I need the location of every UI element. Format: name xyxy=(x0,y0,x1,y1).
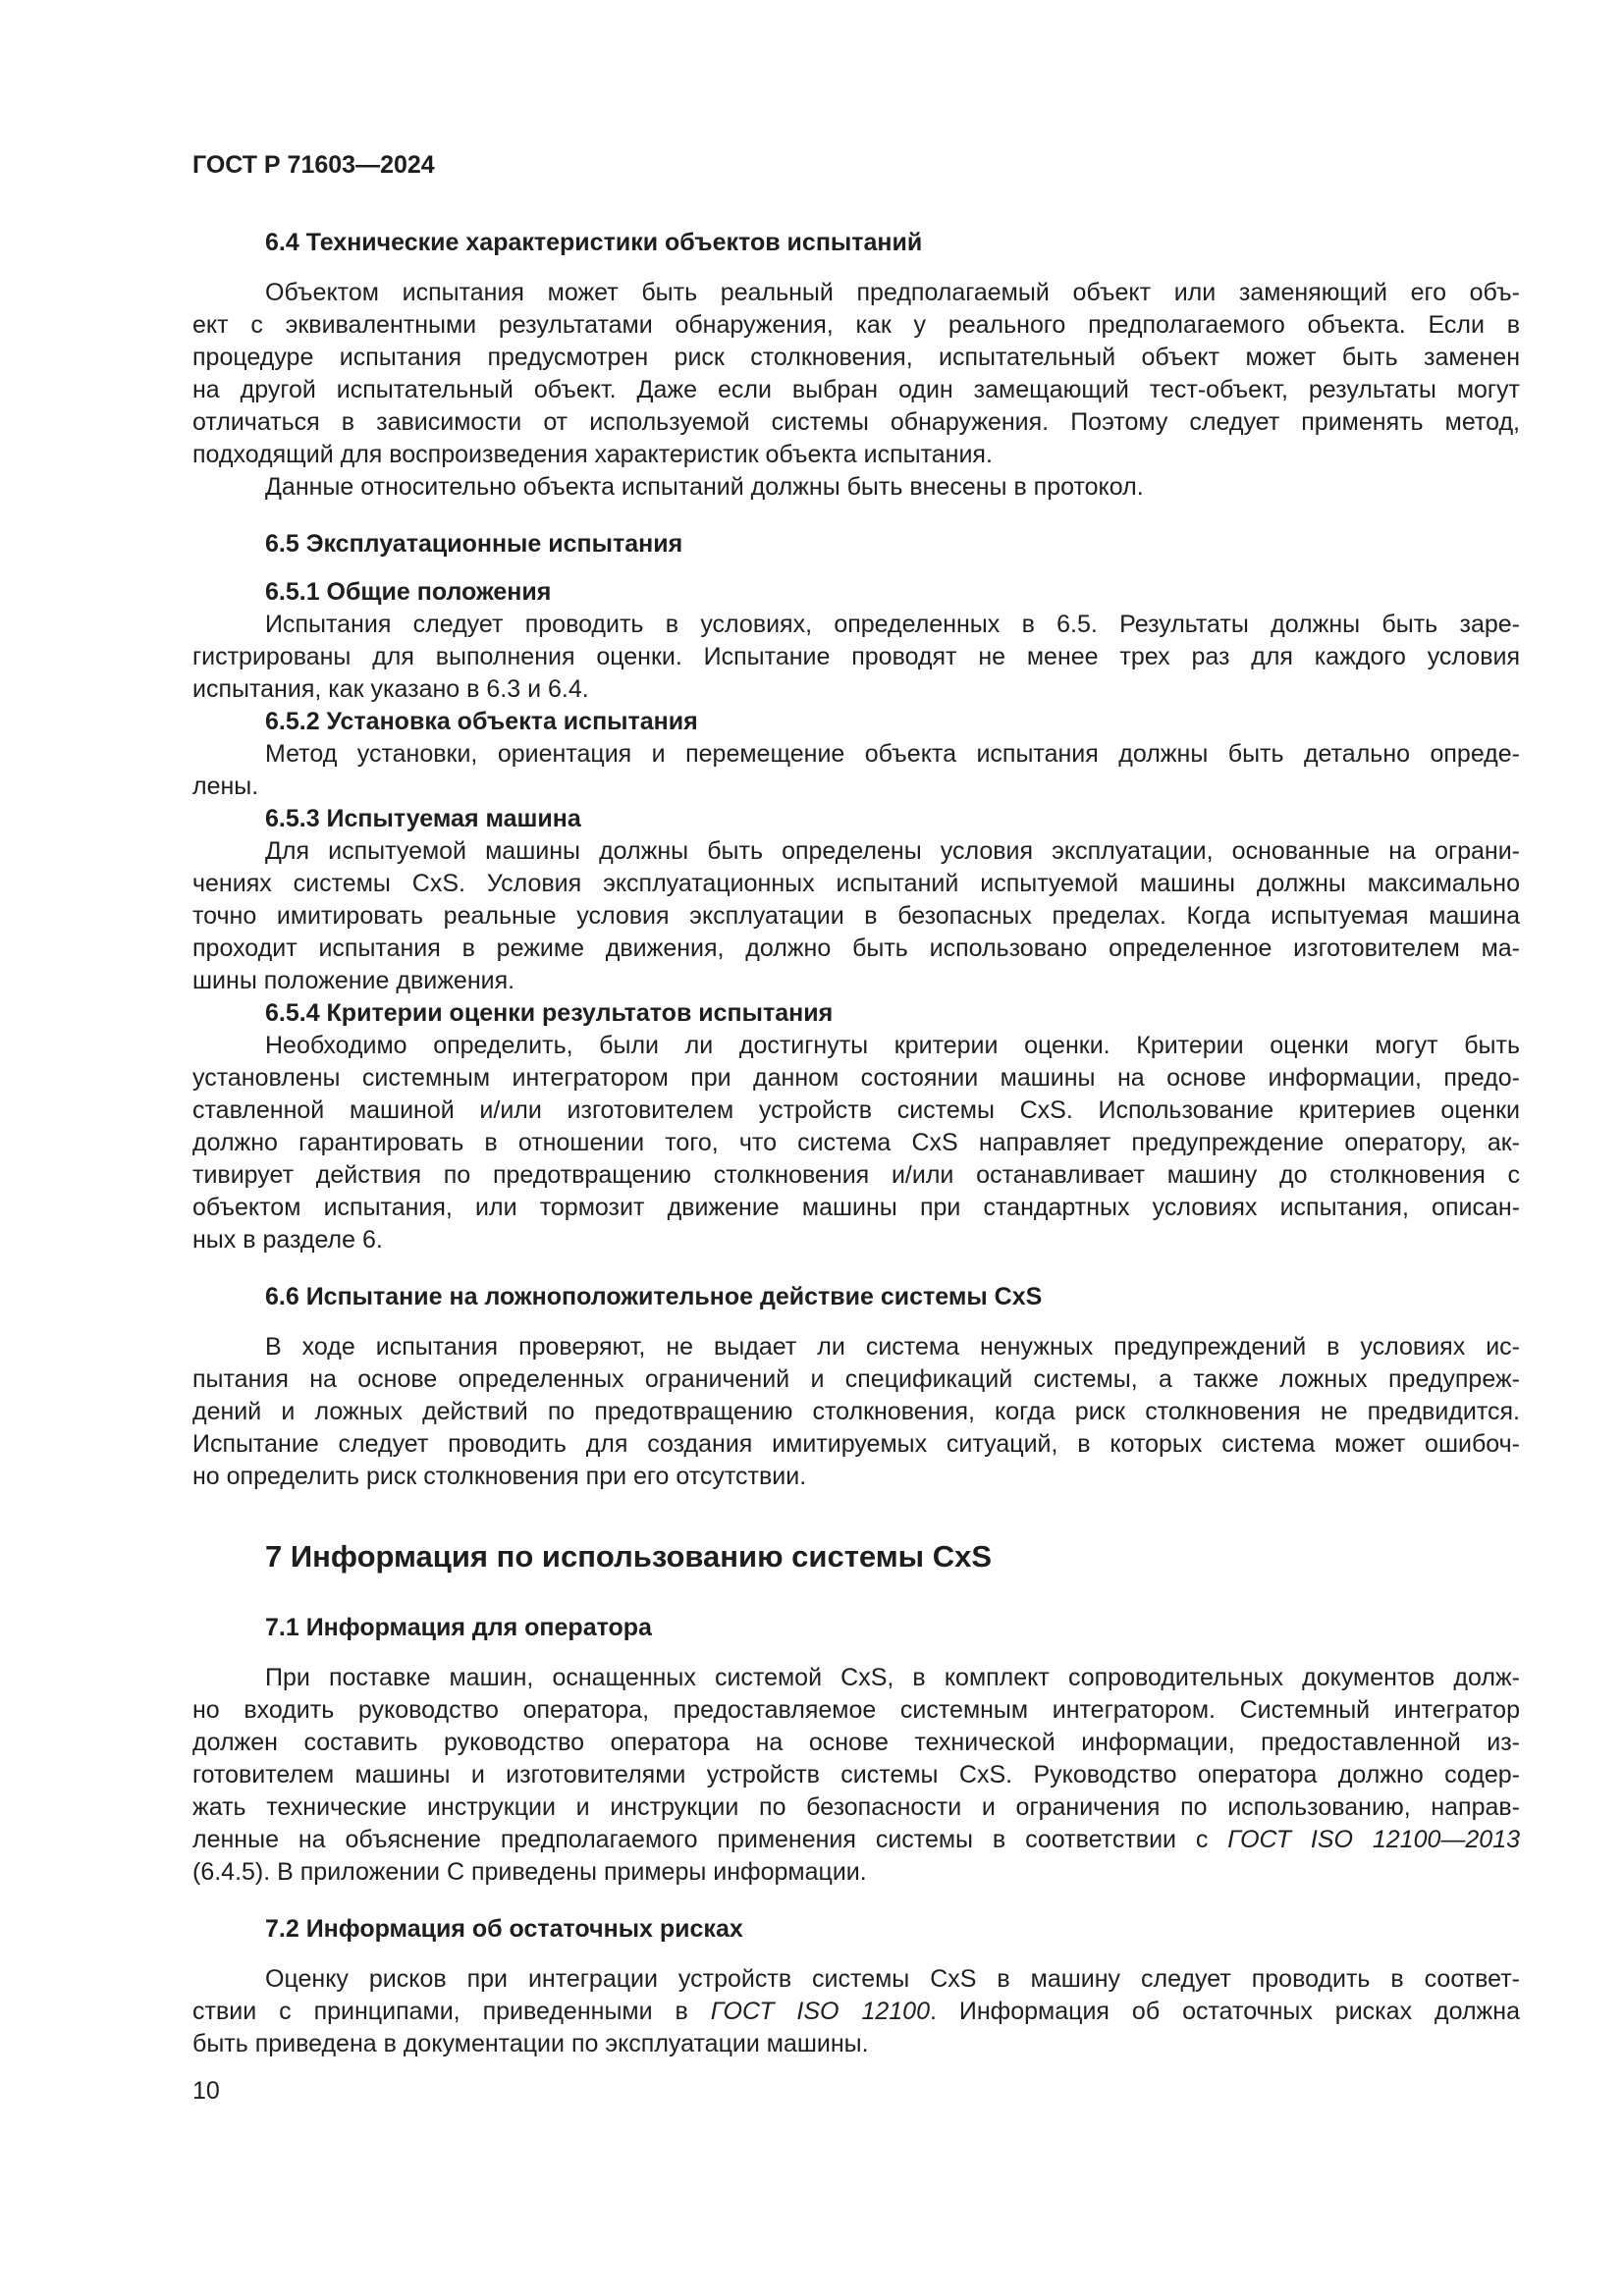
subsection-heading: 6.4 Технические характеристики объектов испытаний xyxy=(265,229,923,256)
document-header: ГОСТ Р 71603—2024 xyxy=(192,151,435,179)
text-line: Данные относительно объекта испытаний должны быть внесены в протокол. xyxy=(265,473,1144,501)
subsection-heading: 6.5.1 Общие положения xyxy=(265,578,552,606)
text-line: установлены системным интегратором при данном состоянии машины на основе информации, предо- xyxy=(192,1064,1520,1092)
paragraph xyxy=(192,1030,1520,1256)
text-line: При поставке машин, оснащенных системой CxS, в комплект сопроводительных документов долж- xyxy=(265,1664,1520,1691)
text-line: чениях системы CxS. Условия эксплуатационных испытаний испытуемой машины должны максимально xyxy=(192,870,1520,897)
text-line: В ходе испытания проверяют, не выдает ли система ненужных предупреждений в условиях ис- xyxy=(265,1333,1520,1361)
text-line: но входить руководство оператора, предоставляемое системным интегратором. Системный интегратор xyxy=(192,1696,1520,1724)
document-page xyxy=(192,149,1520,2108)
text-line: испытания, как указано в 6.3 и 6.4. xyxy=(192,675,589,703)
text-line: (6.4.5). В приложении С приведены примеры информации. xyxy=(192,1858,867,1886)
text-line: Оценку рисков при интеграции устройств системы CxS в машину следует проводить в соответ- xyxy=(265,1965,1520,1993)
text-line: Необходимо определить, были ли достигнуты критерии оценки. Критерии оценки могут быть xyxy=(265,1032,1520,1059)
text-line xyxy=(192,1996,1520,2028)
paragraph xyxy=(192,1331,1520,1493)
text-segment: ленные на объяснение предполагаемого применения системы в соответствии с xyxy=(192,1826,1228,1853)
text-line: ект с эквивалентными результатами обнаружения, как у реального предполагаемого объекта. Если в xyxy=(192,311,1520,339)
text-segment: ствии с принципами, приведенными в xyxy=(192,1998,711,2025)
text-line: гистрированы для выполнения оценки. Испытание проводят не менее трех раз для каждого условия xyxy=(192,643,1520,670)
text-line: отличаться в зависимости от используемой системы обнаружения. Поэтому следует применять метод, xyxy=(192,408,1520,436)
paragraph xyxy=(192,1963,1520,2060)
subsection-heading: 7.2 Информация об остаточных рисках xyxy=(265,1915,743,1943)
subsection-heading: 6.5.2 Установка объекта испытания xyxy=(265,708,698,735)
standard-reference: ГОСТ ISO 12100 xyxy=(710,1998,930,2025)
subsection-heading: 6.6 Испытание на ложноположительное действие системы CxS xyxy=(265,1283,1043,1310)
text-line: объектом испытания, или тормозит движение машины при стандартных условиях испытания, описан- xyxy=(192,1194,1520,1221)
subsection-heading: 6.5.4 Критерии оценки результатов испытания xyxy=(265,999,834,1027)
text-line: лены. xyxy=(192,773,259,800)
text-line: ных в разделе 6. xyxy=(192,1226,383,1254)
text-line: но определить риск столкновения при его отсутствии. xyxy=(192,1463,807,1490)
text-line: проходит испытания в режиме движения, должно быть использовано определенное изготовителем ма- xyxy=(192,934,1520,962)
text-line: должно гарантировать в отношении того, что система CxS направляет предупреждение оператору, ак- xyxy=(192,1129,1520,1156)
text-line: процедуре испытания предусмотрен риск столкновения, испытательный объект может быть заменен xyxy=(192,344,1520,371)
paragraph xyxy=(192,471,1520,504)
text-line: Испытание следует проводить для создания имитируемых ситуаций, в которых система может ошибоч- xyxy=(192,1430,1520,1458)
text-line: точно имитировать реальные условия эксплуатации в безопасных пределах. Когда испытуемая машина xyxy=(192,902,1520,930)
text-line: тивирует действия по предотвращению столкновения и/или останавливает машину до столкновения с xyxy=(192,1161,1520,1189)
text-line xyxy=(192,1824,1520,1856)
standard-reference: ГОСТ ISO 12100—2013 xyxy=(1227,1826,1520,1853)
text-line: на другой испытательный объект. Даже если выбран один замещающий тест-объект, результаты могут xyxy=(192,376,1520,403)
text-line: быть приведена в документации по эксплуатации машины. xyxy=(192,2030,869,2057)
paragraph xyxy=(192,738,1520,803)
text-line: жать технические инструкции и инструкции по безопасности и ограничения по использованию, направ- xyxy=(192,1793,1520,1821)
text-line: Испытания следует проводить в условиях, определенных в 6.5. Результаты должны быть заре- xyxy=(265,611,1520,638)
text-line: шины положение движения. xyxy=(192,967,515,994)
subsection-heading: 6.5.3 Испытуемая машина xyxy=(265,805,581,832)
text-line: подходящий для воспроизведения характеристик объекта испытания. xyxy=(192,441,993,468)
text-segment: . Информация об остаточных рисках должна xyxy=(929,1998,1520,2025)
text-line: должен составить руководство оператора на основе технической информации, предоставленной из- xyxy=(192,1729,1520,1756)
subsection-heading: 7.1 Информация для оператора xyxy=(265,1614,652,1641)
paragraph xyxy=(192,609,1520,706)
text-line: дений и ложных действий по предотвращению столкновения, когда риск столкновения не предвидится. xyxy=(192,1398,1520,1425)
text-line: Объектом испытания может быть реальный предполагаемый объект или заменяющий его объ- xyxy=(265,279,1520,306)
paragraph xyxy=(192,1662,1520,1889)
text-line: Метод установки, ориентация и перемещение объекта испытания должны быть детально опреде- xyxy=(265,740,1520,768)
paragraph xyxy=(192,277,1520,471)
page-number: 10 xyxy=(192,2077,220,2105)
text-line: пытания на основе определенных ограничений и спецификаций системы, а также ложных предупреж- xyxy=(192,1365,1520,1393)
paragraph xyxy=(192,835,1520,997)
document-body xyxy=(192,227,1520,2060)
text-line: Для испытуемой машины должны быть определены условия эксплуатации, основанные на ограни- xyxy=(265,837,1520,865)
text-line: ставленной машиной и/или изготовителем устройств системы CxS. Использование критериев оценки xyxy=(192,1096,1520,1124)
subsection-heading: 6.5 Эксплуатационные испытания xyxy=(265,530,683,558)
section-heading: 7 Информация по использованию системы CxS xyxy=(265,1539,993,1574)
text-line: готовителем машины и изготовителями устройств системы CxS. Руководство оператора должно содер- xyxy=(192,1761,1520,1789)
